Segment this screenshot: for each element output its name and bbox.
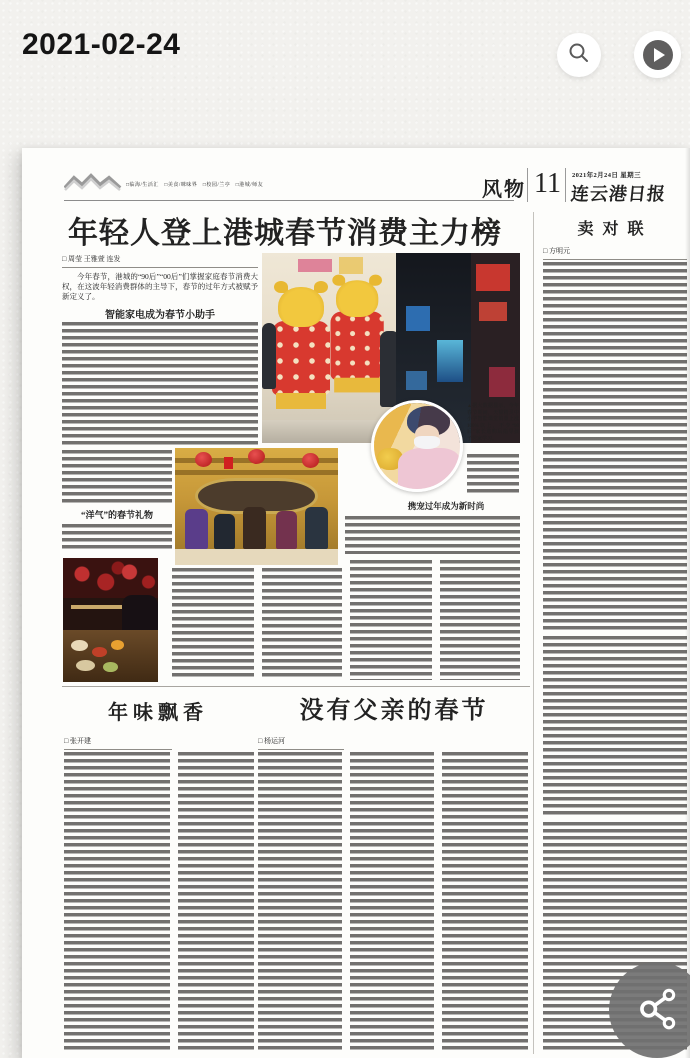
body-text-block xyxy=(262,568,342,680)
right-article-headline[interactable]: 卖对联 xyxy=(577,221,653,238)
column-rule xyxy=(533,212,534,1054)
masthead-mountain-logo xyxy=(64,172,122,197)
page-edge-shadow xyxy=(685,148,690,1058)
play-icon xyxy=(643,40,673,70)
body-text-block xyxy=(62,450,172,504)
bottom-left-headline[interactable]: 年味飘香 xyxy=(108,702,208,724)
issue-date-label: 2021-02-24 xyxy=(22,28,181,61)
child-portrait-photo xyxy=(371,400,463,492)
subhead-gifts: “洋气”的春节礼物 xyxy=(80,510,153,520)
body-text-block xyxy=(350,752,434,1052)
right-article-byline: □ 方明元 xyxy=(543,246,687,260)
section-name: 风物 xyxy=(482,179,526,201)
newspaper-page[interactable] xyxy=(22,148,690,1058)
restaurant-photo xyxy=(175,448,338,565)
masthead-index-items: □临海/生活汇 □美食/咪味界 □校园/兰亭 □港城/师友 xyxy=(126,183,264,188)
body-text-block xyxy=(350,560,432,680)
body-text-block xyxy=(62,524,172,552)
subhead-smart-home: 智能家电成为春节小助手 xyxy=(105,310,215,321)
page-number: 11 xyxy=(534,168,561,199)
body-text-block xyxy=(178,752,254,1052)
body-text-block xyxy=(258,752,342,1052)
section-divider xyxy=(62,686,530,687)
food-table-photo xyxy=(63,558,158,682)
share-icon xyxy=(631,982,683,1039)
body-text-block xyxy=(442,752,528,1052)
body-text-block xyxy=(62,322,258,446)
search-button[interactable] xyxy=(557,33,601,77)
paper-name: 连云港日报 xyxy=(569,184,667,204)
body-text-block xyxy=(345,516,520,554)
search-icon xyxy=(567,41,591,70)
bottom-middle-headline[interactable]: 没有父亲的春节 xyxy=(299,698,489,724)
body-text-block xyxy=(172,568,254,680)
body-text-block xyxy=(543,262,687,630)
bottom-middle-byline: □ 杨运河 xyxy=(258,736,344,750)
photo-caption: ▲据大数据显示，今年春节期间，天猫精灵中小学智能课堂销量上涨100%以上，不少“90后”家长选购后指导孩子居家学习。 xyxy=(467,404,519,442)
body-text-block xyxy=(543,636,687,816)
bottom-left-byline: □ 张开建 xyxy=(64,736,172,750)
ox-mascot-figure xyxy=(278,287,328,409)
main-article-headline[interactable]: 年轻人登上港城春节消费主力榜 xyxy=(68,217,502,250)
main-article-lead: 今年春节，港城的“90后”“00后”们掌握家庭春节消费大权，在这波年轻消费群体的主导下，春节的过年方式被赋予新定义了。 xyxy=(62,272,258,301)
ox-mascot-figure xyxy=(336,280,382,400)
masthead-divider-2 xyxy=(565,168,566,202)
masthead-date: 2021年2月24日 星期三 xyxy=(572,172,641,179)
masthead-divider xyxy=(527,168,528,202)
body-text-block xyxy=(467,454,519,494)
main-article-byline: □ 周莹 王雅萱 连发 xyxy=(62,254,258,268)
body-text-block xyxy=(440,560,520,680)
masthead-rule xyxy=(64,200,514,201)
next-page-button[interactable] xyxy=(634,31,681,78)
body-text-block xyxy=(64,752,170,1052)
subhead-pets: 携宠过年成为新时尚 xyxy=(407,501,485,511)
